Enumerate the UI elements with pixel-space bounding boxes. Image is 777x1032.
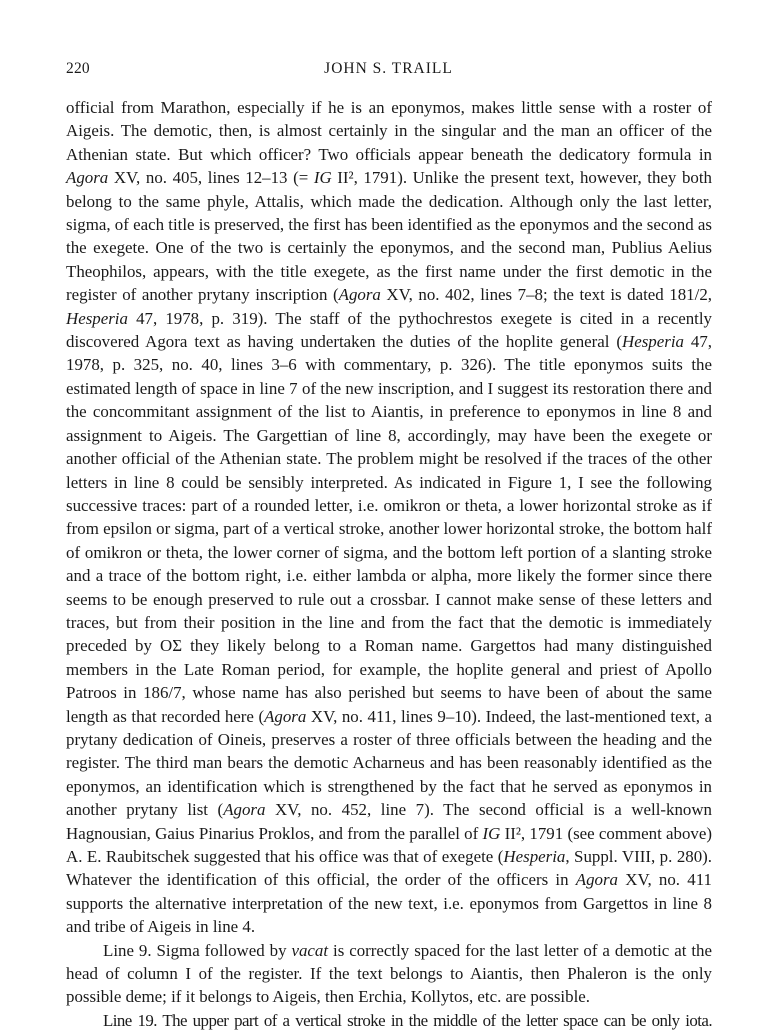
italic-run: Agora xyxy=(338,285,381,305)
text-run: XV, no. 411, lines 9–10). Indeed, the last-mentioned text, a prytany dedication of Oineis, preserves a roster of three officials between the heading and the register. The third man bears the demotic Acharneus and has been reasonably identified as the eponymos, an identification which is strengthened by the fact that he served as eponymos in another prytany list ( xyxy=(66,706,712,820)
text-run: is correctly spaced for the last letter of a demotic at the head of column I of the register. If the text belongs to Aiantis, then Phaleron is the only possible deme; if it belongs to Aigeis, then Erchia, Kollytos, etc. are possible. xyxy=(66,940,712,1007)
text-run: Line 9. Sigma followed by xyxy=(103,940,292,960)
italic-run: Agora xyxy=(264,706,307,726)
body-text xyxy=(66,96,712,1032)
italic-run: Agora xyxy=(66,168,109,188)
italic-run: vacat xyxy=(291,940,329,960)
italic-run: IG xyxy=(482,823,501,843)
italic-run: Agora xyxy=(575,870,618,890)
text-run: official from Marathon, especially if he is an eponymos, makes little sense with a roster of Aigeis. The demotic, then, is almost certainly in the singular and the man an officer of the Athenian state. But which officer? Two officials appear beneath the dedicatory formula in xyxy=(66,98,712,164)
paragraph-commentary xyxy=(66,96,712,939)
text-run: XV, no. 402, lines 7–8; the text is dated 181/2, xyxy=(380,285,712,305)
text-run: II², 1791). Unlike the present text, however, they both belong to the same phyle, Attalis, which made the dedication. Although only the last letter, sigma, of each title is preserved, the first has been identified as the eponymos and the second as the exegete. One of the two is certainly the eponymos, and the second man, Publius Aelius Theophilos, appears, with the title exegete, as the first name under the first demotic in the register of another prytany inscription ( xyxy=(66,168,712,305)
text-run: 47, 1978, p. 319). The staff of the pythochrestos exegete is cited in a recently discovered Agora text as having undertaken the duties of the hoplite general ( xyxy=(66,308,712,352)
italic-run: Hesperia xyxy=(66,308,128,328)
text-run: , Suppl. VIII, p. 280). Whatever the identification of this official, the order of the officers in xyxy=(66,847,713,890)
text-run: XV, no. 411 supports the alternative interpretation of the new text, i.e. eponymos from Gargettos in line 8 and tribe of Aigeis in line 4. xyxy=(66,870,712,937)
page-number: 220 xyxy=(66,60,90,77)
text-run: XV, no. 452, line 7). The second official is a well-known Hagnousian, Gaius Pinarius Proklos, and from the parallel of xyxy=(66,800,713,843)
text-run: II², 1791 (see comment above) A. E. Raubitschek suggested that his office was that of exegete ( xyxy=(66,823,713,866)
italic-run: Hesperia xyxy=(622,332,684,352)
running-header xyxy=(66,60,711,82)
italic-run: Agora xyxy=(223,800,266,820)
running-title: JOHN S. TRAILL xyxy=(324,60,453,77)
text-run: Line 19. The upper part of a vertical stroke in the middle of the letter space can be only iota. xyxy=(103,1010,712,1030)
text-run: 47, 1978, p. 325, no. 40, lines 3–6 with commentary, p. 326). The title eponymos suits the estimated length of space in line 7 of the new inscription, and I suggest its restoration there and the concommitant assignment of the list to Aiantis, in preference to eponymos in line 8 and assignment to Aigeis. The Gargettian of line 8, accordingly, may have been the exegete or another official of the Athenian state. The problem might be resolved if the traces of the other letters in line 8 could be sensibly interpreted. As indicated in Figure 1, I see the following successive traces: part of a rounded letter, i.e. omikron or theta, a lower horizontal stroke as if from epsilon or sigma, part of a vertical stroke, another lower horizontal stroke, the bottom half of omikron or theta, the lower corner of sigma, and the bottom left portion of a slanting stroke and a trace of the bottom right, i.e. either lambda or alpha, more likely the former since there seems to be enough preserved to rule out a crossbar. I cannot make sense of these letters and traces, but from their position in the line and from the fact that the demotic is immediately preceded by ΟΣ they likely belong to a Roman name. Gargettos had many distinguished members in the Late Roman period, for example, the hoplite general and priest of Apollo Patroos in 186/7, whose name has also perished but seems to have been of about the same length as that recorded here ( xyxy=(66,332,713,726)
italic-run: IG xyxy=(313,168,332,188)
text-run: XV, no. 405, lines 12–13 (= xyxy=(108,168,314,188)
paragraph-line-19 xyxy=(66,1009,712,1032)
paragraph-line-9 xyxy=(66,939,712,1009)
italic-run: Hesperia xyxy=(503,847,566,866)
